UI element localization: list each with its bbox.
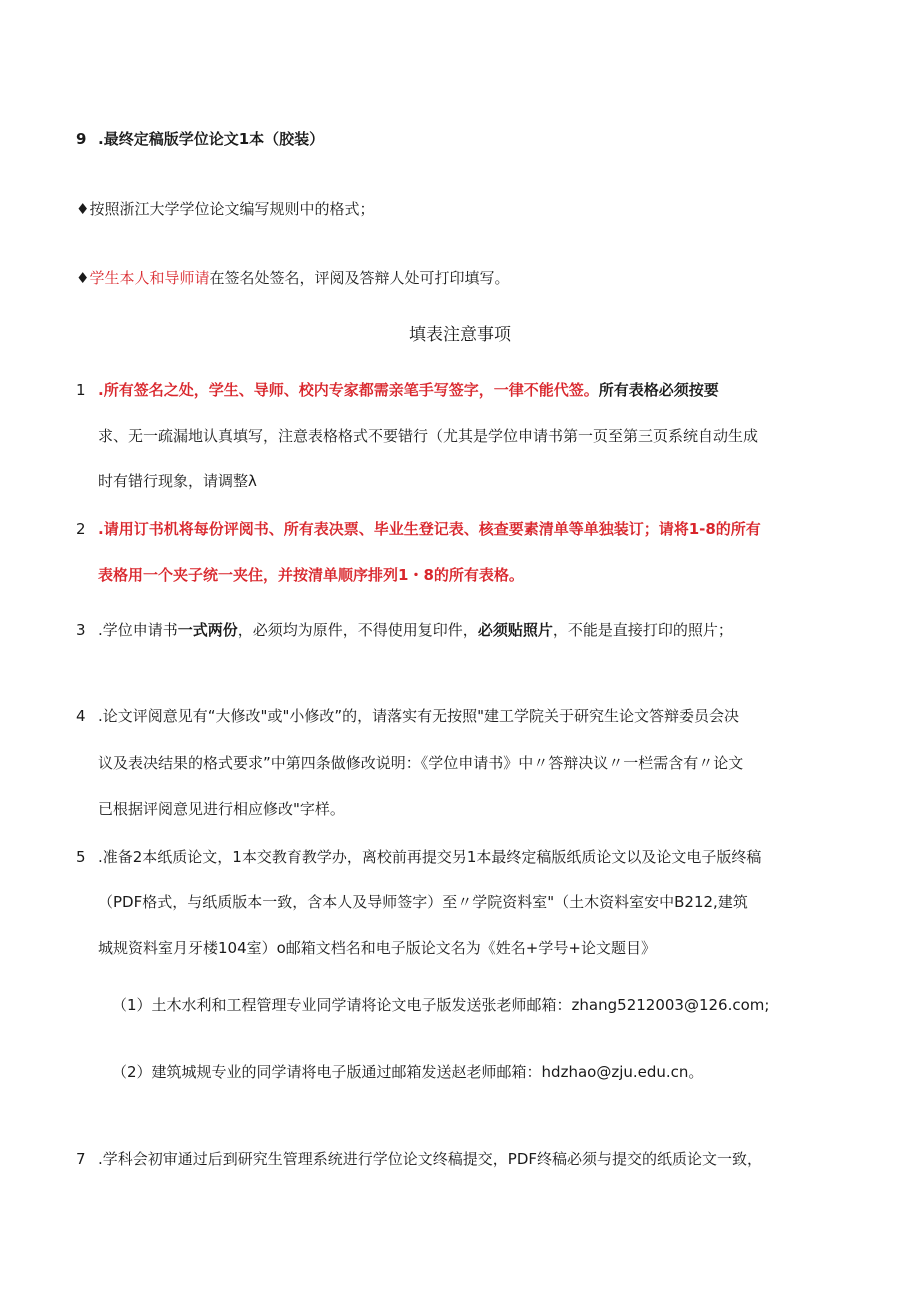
bullet-sign-text: 在签名处签名，评阅及答辩人处可打印填写。 (209, 269, 510, 287)
note-4-number: 4 (76, 707, 86, 725)
bullet-format-text: 按照浙江大学学位论文编写规则中的格式； (89, 200, 375, 218)
note-3-number: 3 (76, 621, 86, 639)
note-3-photo: 必须贴照片 (477, 621, 553, 639)
item-9-text: .最终定稿版学位论文1本（胶装） (98, 130, 325, 148)
note-5-line-3: 城规资料室月牙楼104室）o邮箱文档名和电子版论文名为《姓名+学号+论文题目》 (98, 939, 656, 957)
section-title: 填表注意事项 (409, 325, 511, 345)
note-1-line-3: 时有错行现象，请调整λ (98, 472, 257, 490)
bullet-sign (76, 267, 509, 289)
diamond-bullet-icon: ♦ (76, 269, 90, 287)
note-4-line-1: .论文评阅意见有“大修改"或"小修改”的，请落实有无按照"建工学院关于研究生论文答辩委员会决 (98, 707, 740, 725)
note-3-part-c: ，必须均为原件，不得使用复印件， (237, 621, 478, 639)
note-5-line-2: （PDF格式，与纸质版本一致，含本人及导师签字）至〃学院资料室"（土木资料室安中B212,建筑 (98, 893, 748, 911)
note-1-bold-text: 所有表格必须按要 (598, 381, 719, 399)
note-2-line-2: 表格用一个夹子统一夹住，并按清单顺序排列1・8的所有表格。 (98, 566, 524, 584)
note-7-number: 7 (76, 1150, 86, 1168)
note-3-part-e: ，不能是直接打印的照片； (552, 621, 733, 639)
note-5-line-1: .准备2本纸质论文，1本交教育教学办，离校前再提交另1本最终定稿版纸质论文以及论文电子版终稿 (98, 848, 762, 866)
note-2-line-1: .请用订书机将每份评阅书、所有表决票、毕业生登记表、核查要素清单等单独装订；请将1-8的所有 (98, 520, 761, 538)
bullet-format (76, 198, 374, 220)
note-3-line (98, 619, 733, 641)
note-5-number: 5 (76, 848, 86, 866)
note-3-part-a: .学位申请书 (98, 621, 178, 639)
sub-item-2: （2）建筑城规专业的同学请将电子版通过邮箱发送赵老师邮箱：hdzhao@zju.edu.cn。 (112, 1063, 704, 1081)
note-2-number: 2 (76, 520, 86, 538)
note-4-line-2: 议及表决结果的格式要求”中第四条做修改说明：《学位申请书》中〃答辩决议〃一栏需含有〃论文 (98, 754, 744, 772)
note-1-line-2: 求、无一疏漏地认真填写，注意表格格式不要错行（尤其是学位申请书第一页至第三页系统自动生成 (98, 427, 759, 445)
bullet-sign-red-text: 学生本人和导师请 (89, 269, 210, 287)
diamond-bullet-icon: ♦ (76, 200, 90, 218)
note-3-two-copies: 一式两份 (177, 621, 238, 639)
note-7-line-1: .学科会初审通过后到研究生管理系统进行学位论文终稿提交，PDF终稿必须与提交的纸质论文一致， (98, 1150, 762, 1168)
note-1-red-text: .所有签名之处，学生、导师、校内专家都需亲笔手写签字，一律不能代签。 (98, 381, 599, 399)
note-4-line-3: 已根据评阅意见进行相应修改"字样。 (98, 800, 345, 818)
sub-item-1: （1）土木水利和工程管理专业同学请将论文电子版发送张老师邮箱：zhang5212003@126.com; (112, 996, 770, 1014)
note-1-number: 1 (76, 381, 86, 399)
item-9-number: 9 (76, 130, 87, 148)
note-1-line-1 (98, 379, 719, 401)
